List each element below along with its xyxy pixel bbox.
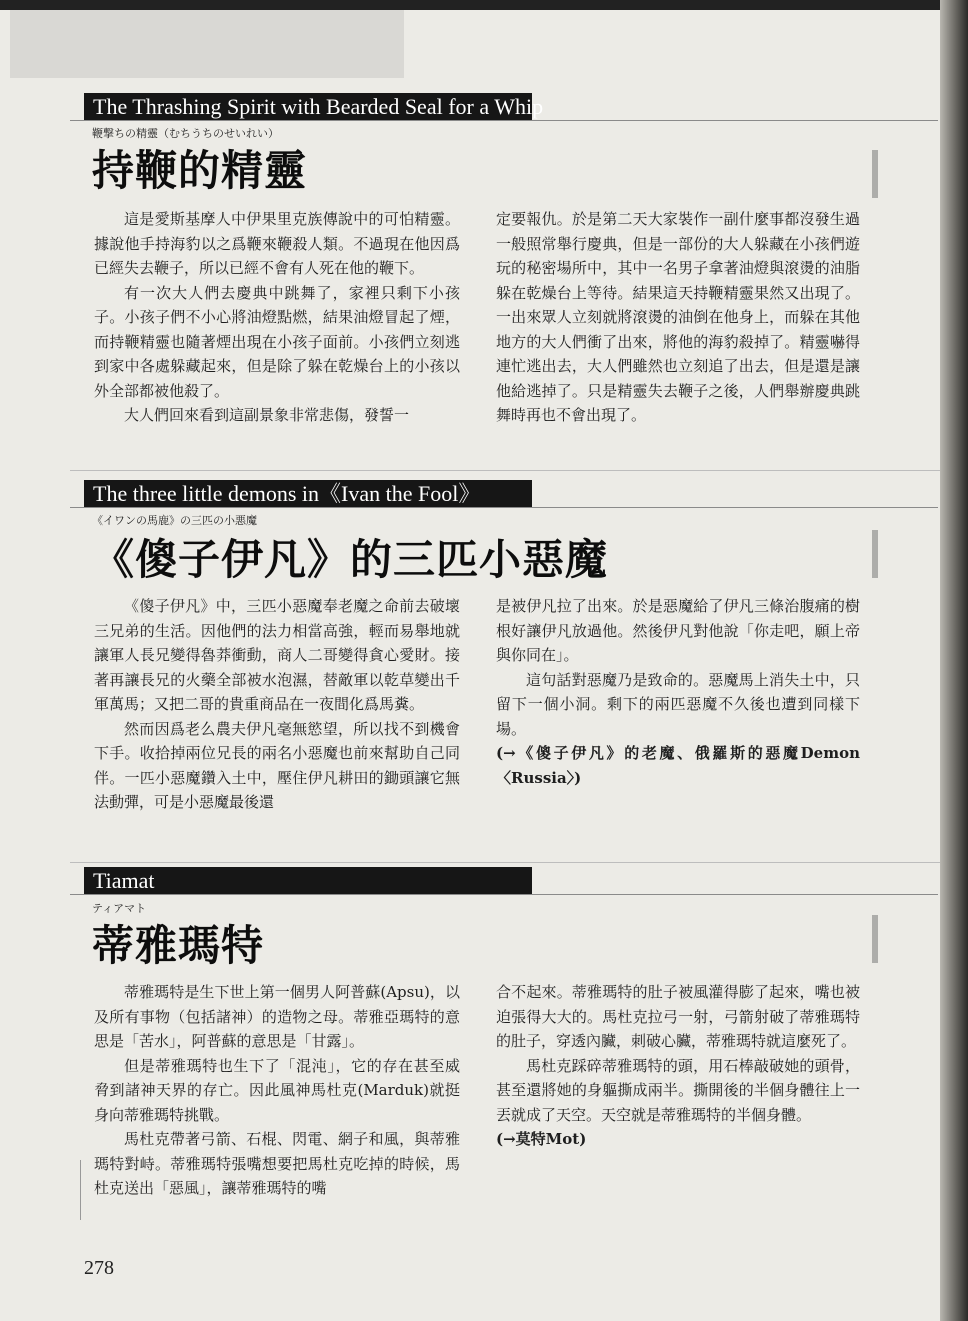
entry-chinese-title: 《傻子伊凡》的三匹小惡魔 xyxy=(92,535,609,584)
paragraph: 這是愛斯基摩人中伊果里克族傳說中的可怕精靈。據說他手持海豹以之爲鞭來鞭殺人類。不過現在他因爲已經失去鞭子，所以已經不會有人死在他的鞭下。 xyxy=(94,210,460,277)
entry-english-title: The three little demons in《Ivan the Fool》 xyxy=(84,480,532,507)
paragraph: 有一次大人們去慶典中跳舞了，家裡只剩下小孩子。小孩子們不小心將油燈點燃，結果油燈冒起了煙，而持鞭精靈也隨著煙出現在小孩子面前。小孩們立刻逃到家中各處躲藏起來，但是除了躲在乾燥台上的小孩以外全部都被他殺了。 xyxy=(94,283,460,400)
section-separator xyxy=(70,862,940,863)
book-spine-gutter xyxy=(940,0,968,1321)
bleed-through-tab xyxy=(842,530,878,578)
header-shade-block xyxy=(10,10,404,78)
scan-top-edge xyxy=(0,0,968,10)
section-separator xyxy=(70,470,940,471)
entry-left-column xyxy=(94,594,460,815)
entry-left-column xyxy=(94,980,460,1201)
entry-divider xyxy=(70,507,938,508)
paragraph: 這句話對惡魔乃是致命的。惡魔馬上消失土中，只留下一個小洞。剩下的兩匹惡魔不久後也遭到同樣下場。 xyxy=(496,670,860,738)
paragraph: 《傻子伊凡》中，三匹小惡魔奉老魔之命前去破壞三兄弟的生活。因他們的法力相當高強，輕而易舉地就讓軍人長兄變得魯莽衝動，商人二哥變得貪心愛財。接著再讓長兄的火藥全部被水泡濕，替敵軍以乾草變出千軍萬馬；又把二哥的貴重商品在一夜間化爲馬糞。 xyxy=(94,597,460,713)
paragraph: 定要報仇。於是第二天大家裝作一副什麼事都沒發生過一般照常舉行慶典，但是一部份的大人躲藏在小孩們遊玩的秘密場所中，其中一名男子拿著油燈與滾燙的油脂躲在乾燥台上等待。結果這天持鞭精靈果然又出現了。一出來眾人立刻就將滾燙的油倒在他身上，而躲在其他地方的大人們衝了出來，將他的海豹殺掉了。精靈嚇得連忙逃出去，大人們雖然也立刻追了出去，但是還是讓他給逃掉了。只是精靈失去鞭子之後，人們舉辦慶典跳舞時再也不會出現了。 xyxy=(496,210,860,424)
paragraph: 蒂雅瑪特是生下世上第一個男人阿普蘇(Apsu)，以及所有事物（包括諸神）的造物之母。蒂雅亞瑪特的意思是「苦水」，阿普蘇的意思是「甘露」。 xyxy=(94,983,460,1050)
page-number: 278 xyxy=(84,1257,114,1279)
paragraph: 合不起來。蒂雅瑪特的肚子被風灌得膨了起來，嘴也被迫張得大大的。馬杜克拉弓一射，弓箭射破了蒂雅瑪特的肚子，穿透內臟，刺破心臟，蒂雅瑪特就這麼死了。 xyxy=(496,983,860,1050)
paragraph: 然而因爲老么農夫伊凡毫無慾望，所以找不到機會下手。收拾掉兩位兄長的兩名小惡魔也前來幫助自己同伴。一匹小惡魔鑽入土中，壓住伊凡耕田的鋤頭讓它無法動彈，可是小惡魔最後還 xyxy=(94,719,460,811)
margin-line xyxy=(80,1160,81,1220)
entry-divider xyxy=(70,120,938,121)
entry-english-title: The Thrashing Spirit with Bearded Seal for a Whip xyxy=(84,93,532,120)
paragraph: 是被伊凡拉了出來。於是惡魔給了伊凡三條治腹痛的樹根好讓伊凡放過他。然後伊凡對他說「你走吧，願上帝與你同在」。 xyxy=(496,597,860,664)
paragraph: 馬杜克踩碎蒂雅瑪特的頭，用石棒敲破她的頭骨，甚至還將她的身軀撕成兩半。撕開後的半個身體往上一丟就成了天空。天空就是蒂雅瑪特的半個身體。 xyxy=(496,1056,860,1124)
entry-chinese-title: 蒂雅瑪特 xyxy=(92,921,265,970)
entry-japanese-title: ティアマト xyxy=(92,902,147,915)
paragraph: 但是蒂雅瑪特也生下了「混沌」，它的存在甚至威脅到諸神天界的存亡。因此風神馬杜克(Marduk)就挺身向蒂雅瑪特挑戰。 xyxy=(94,1056,460,1124)
paragraph: 大人們回來看到這副景象非常悲傷，發誓一 xyxy=(124,406,410,424)
entry-japanese-title: 《イワンの馬鹿》の三匹の小悪魔 xyxy=(92,514,257,527)
entry-english-title: Tiamat xyxy=(84,867,532,894)
bleed-through-tab xyxy=(842,150,878,198)
paragraph: 馬杜克帶著弓箭、石棍、閃電、網子和風，與蒂雅瑪特對峙。蒂雅瑪特張嘴想要把馬杜克吃掉的時候，馬杜克送出「惡風」，讓蒂雅瑪特的嘴 xyxy=(94,1130,460,1197)
entry-right-column xyxy=(496,207,860,428)
entry-right-column xyxy=(496,980,860,1152)
entry-left-column xyxy=(94,207,460,428)
entry-divider xyxy=(70,894,938,895)
entry-japanese-title: 鞭撃ちの精靈（むちうちのせいれい） xyxy=(92,127,279,140)
cross-reference: (→《傻子伊凡》的老魔、俄羅斯的惡魔Demon〈Russia〉) xyxy=(496,744,860,787)
entry-right-column xyxy=(496,594,860,790)
cross-reference: (→莫特Mot) xyxy=(496,1130,587,1148)
bleed-through-tab xyxy=(842,915,878,963)
entry-chinese-title: 持鞭的精靈 xyxy=(92,146,308,195)
